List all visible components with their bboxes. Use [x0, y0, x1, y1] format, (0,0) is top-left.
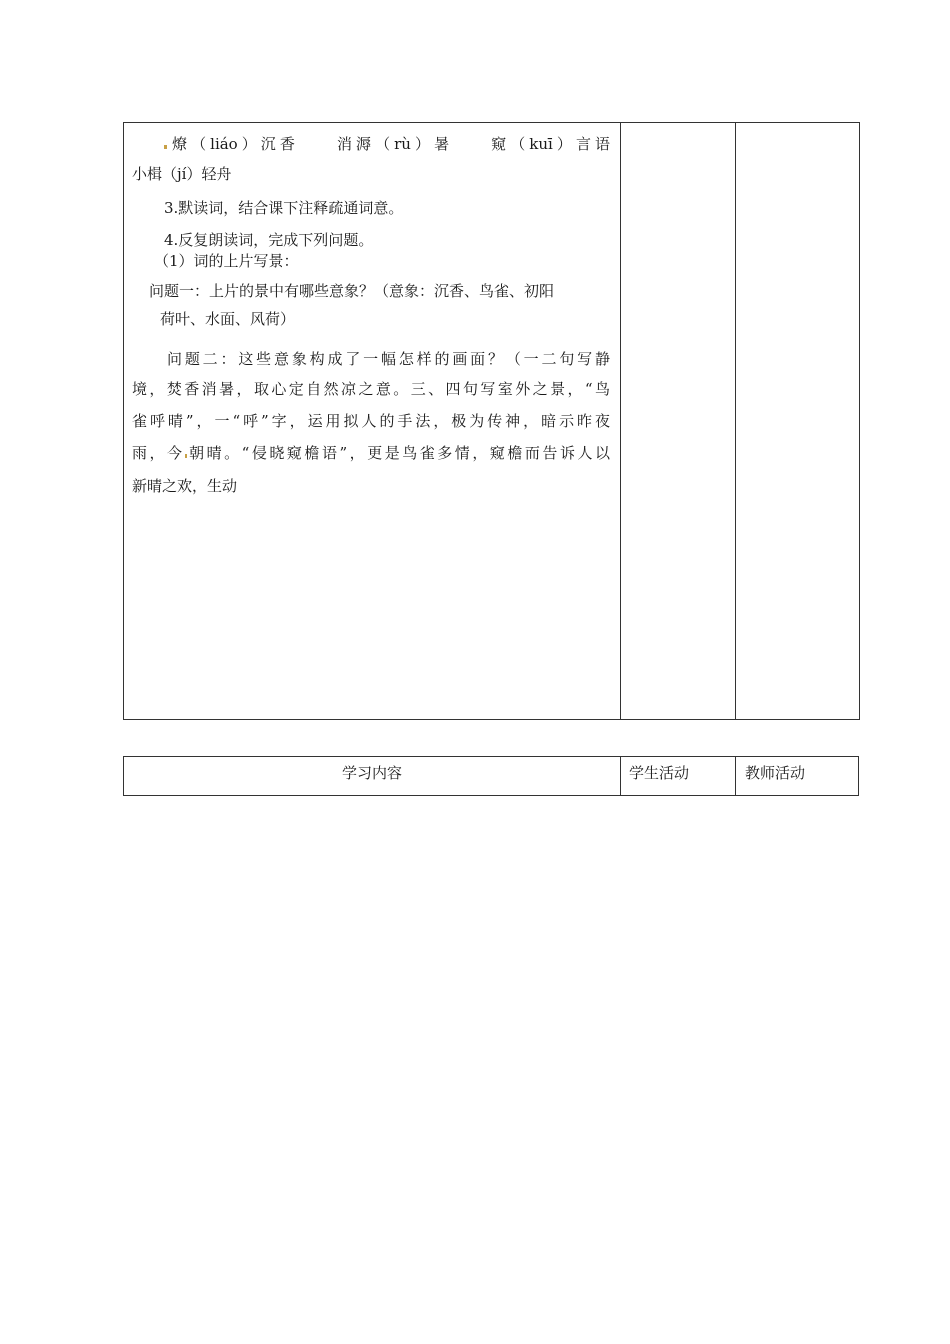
header-table	[123, 756, 859, 796]
step-4-text: 4.反复朗读词，完成下列问题。	[164, 231, 374, 249]
question-2-line-3: 雀呼晴”，一“呼”字，运用拟人的手法，极为传神，暗示昨夜	[132, 412, 610, 430]
pinyin-row-1: 燎（liáo）沉香 消溽（rù）暑 窥（kuī）言语	[164, 134, 610, 154]
question-2-line-1: 问题二：这些意象构成了一幅怎样的画面？（一二句写静	[167, 350, 610, 368]
question-2-line-4: 雨，今 朝晴。“侵晓窥檐语”，更是鸟雀多情，窥檐而告诉人以	[132, 444, 610, 462]
question-2-line-5: 新晴之欢，生动	[132, 477, 238, 495]
student-activity-cell	[621, 123, 736, 719]
question-1-line-2: 荷叶、水面、风荷）	[160, 310, 296, 328]
header-learning-content: 学习内容	[124, 757, 621, 795]
header-student-activity: 学生活动	[621, 757, 736, 795]
teacher-activity-cell	[736, 123, 859, 719]
learning-content-cell	[124, 123, 621, 719]
question-1-line-1: 问题一：上片的景中有哪些意象？（意象：沉香、鸟雀、初阳	[149, 282, 555, 300]
question-2-line-2: 境，焚香消暑，取心定自然凉之意。三、四句写室外之景，“鸟	[132, 380, 610, 398]
edit-mark	[164, 145, 167, 149]
pinyin-row-2: 小楫（jí）轻舟	[132, 165, 232, 183]
header-teacher-activity: 教师活动	[745, 764, 806, 782]
lesson-table	[123, 122, 860, 720]
step-3-text: 3.默读词，结合课下注释疏通词意。	[164, 199, 404, 217]
part-1-heading: （1）词的上片写景：	[154, 252, 299, 270]
